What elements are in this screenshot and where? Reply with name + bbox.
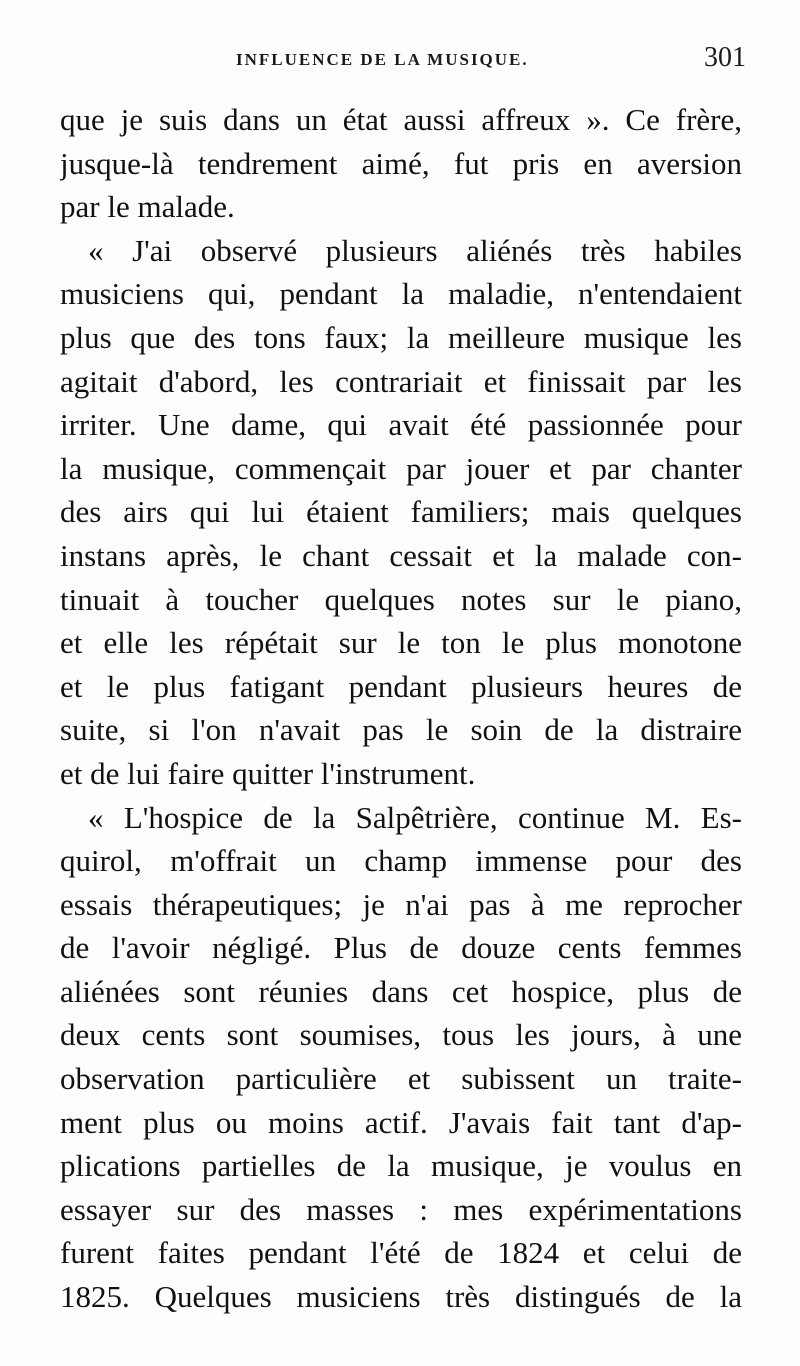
- text-line: des airs qui lui étaient familiers; mais quelques: [60, 494, 742, 530]
- body-text: [60, 98, 742, 1319]
- text-line: et elle les répétait sur le ton le plus monotone: [60, 625, 742, 661]
- text-line: « L'hospice de la Salpêtrière, continue M. Es-: [88, 799, 742, 835]
- text-line: 1825. Quelques musiciens très distingués de la: [60, 1279, 742, 1315]
- running-header: [56, 42, 746, 82]
- text-line: deux cents sont soumises, tous les jours, à une: [60, 1017, 742, 1053]
- text-line: furent faites pendant l'été de 1824 et celui de: [60, 1235, 742, 1271]
- text-line: ment plus ou moins actif. J'avais fait tant d'ap-: [60, 1104, 742, 1140]
- page-number: 301: [704, 42, 746, 73]
- text-line: tinuait à toucher quelques notes sur le piano,: [60, 581, 742, 617]
- text-line: essayer sur des masses : mes expérimentations: [60, 1191, 742, 1227]
- text-line: de l'avoir négligé. Plus de douze cents femmes: [60, 930, 742, 966]
- text-line: et de lui faire quitter l'instrument.: [60, 755, 476, 791]
- running-title: INFLUENCE DE LA MUSIQUE.: [236, 50, 529, 69]
- text-line: essais thérapeutiques; je n'ai pas à me reprocher: [60, 886, 742, 922]
- text-line: musiciens qui, pendant la maladie, n'entendaient: [60, 276, 742, 312]
- text-line: et le plus fatigant pendant plusieurs heures de: [60, 668, 742, 704]
- text-line: par le malade.: [60, 189, 235, 225]
- text-line: que je suis dans un état aussi affreux ». Ce frère,: [60, 102, 742, 137]
- text-line: plications partielles de la musique, je voulus en: [60, 1148, 742, 1184]
- text-line: la musique, commençait par jouer et par chanter: [60, 450, 742, 486]
- text-line: « J'ai observé plusieurs aliénés très habiles: [88, 232, 742, 268]
- text-line: irriter. Une dame, qui avait été passionnée pour: [60, 407, 742, 443]
- text-line: agitait d'abord, les contrariait et finissait par les: [60, 363, 742, 399]
- text-line: plus que des tons faux; la meilleure musique les: [60, 319, 742, 355]
- text-line: jusque-là tendrement aimé, fut pris en aversion: [60, 145, 742, 181]
- text-line: aliénées sont réunies dans cet hospice, plus de: [60, 973, 742, 1009]
- text-line: quirol, m'offrait un champ immense pour des: [60, 843, 742, 879]
- text-line: observation particulière et subissent un traite-: [60, 1061, 742, 1097]
- text-line: suite, si l'on n'avait pas le soin de la distraire: [60, 712, 742, 748]
- text-line: instans après, le chant cessait et la malade con-: [60, 537, 742, 573]
